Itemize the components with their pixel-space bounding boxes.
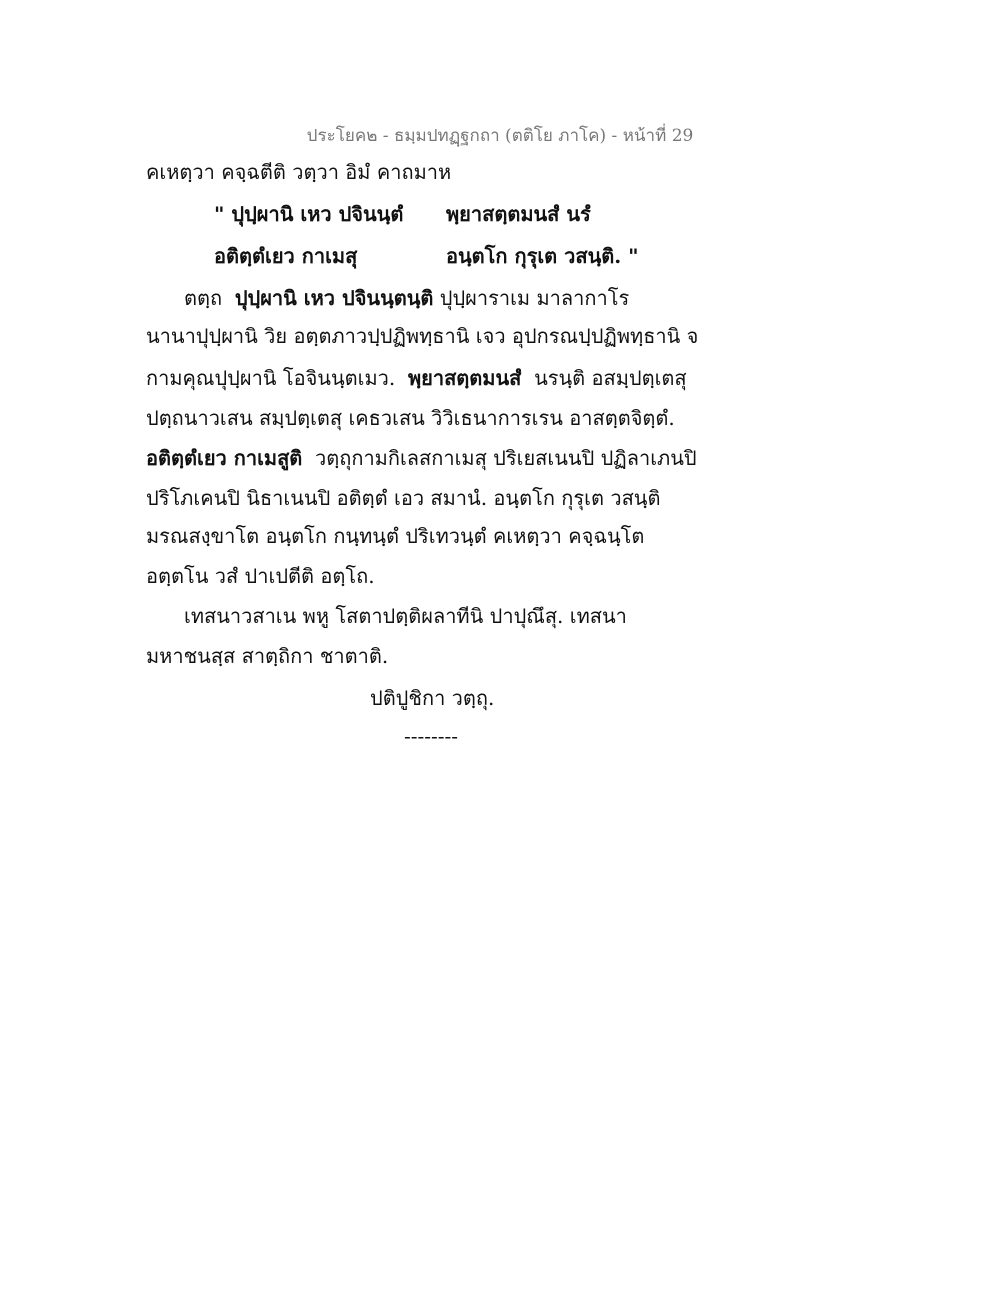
body-line-1-term: ปุปฺผานิ เหว ปจินนฺตนฺติ [234, 286, 434, 310]
body-line-1-pre: ตตฺถ [184, 286, 223, 310]
gatha-line1-first: " ปุปฺผานิ เหว ปจินนฺตํ [214, 202, 404, 226]
body-line-6: ปริโภเคนปิ นิธาเนนปิ อติตฺตํ เอว สมานํ. อนฺตโก กุรุเต วสนฺติ [146, 486, 661, 510]
body-line-1-post: ปุปฺผาราเม มาลากาโร [439, 286, 630, 310]
body-line-3-pre: กามคุณปุปฺผานิ โอจินนฺตเมว. [146, 366, 396, 390]
body-line-9: เทสนาวสาเน พหู โสตาปตฺติผลาทีนิ ปาปุณึสุ. เทสนา [184, 604, 627, 628]
body-line-10: มหาชนสฺส สาตฺถิกา ชาตาติ. [146, 644, 389, 668]
body-line-4: ปตฺถนาวเสน สมฺปตฺเตสุ เคธวเสน วิวิเธนาการเรน อาสตฺตจิตฺตํ. [146, 406, 675, 430]
body-line-5-post: วตฺถุกามกิเลสกาเมสุ ปริเยสเนนปิ ปฏิลาเภนปิ [315, 446, 697, 470]
body-line-2: นานาปุปฺผานิ วิย อตฺตภาวปฺปฏิพทฺธานิ เจว อุปกรณปฺปฏิพทฺธานิ จ [146, 324, 699, 348]
section-separator: -------- [404, 724, 459, 748]
body-line-5 [146, 444, 697, 472]
body-line-1 [184, 284, 629, 312]
gatha-line2-second: อนฺตโก กุรุเต วสนฺติ. " [446, 244, 639, 268]
intro-line: คเหตฺวา คจฺฉตีติ วตฺวา อิมํ คาถมาห [146, 160, 452, 184]
body-line-7: มรณสงฺขาโต อนฺตโก กนฺทนฺตํ ปริเทวนฺตํ คเหตฺวา คจฺฉนฺโต [146, 524, 645, 548]
page-header: ประโยค๒ - ธมฺมปทฏฺฐกถา (ตติโย ภาโค) - หน้าที่ 29 [306, 126, 694, 146]
story-closing: ปติปูชิกา วตฺถุ. [370, 686, 495, 710]
gatha-line2-first: อติตฺตํเยว กาเมสุ [214, 244, 358, 268]
gatha-line1-second: พฺยาสตฺตมนสํ นรํ [446, 202, 591, 226]
body-line-5-term: อติตฺตํเยว กาเมสูติ [146, 446, 303, 470]
body-line-3 [146, 364, 687, 392]
body-line-8: อตฺตโน วสํ ปาเปตีติ อตฺโถ. [146, 564, 375, 588]
body-line-3-post: นรนฺติ อสมฺปตฺเตสุ [534, 366, 687, 390]
body-line-3-term: พฺยาสตฺตมนสํ [407, 366, 522, 390]
